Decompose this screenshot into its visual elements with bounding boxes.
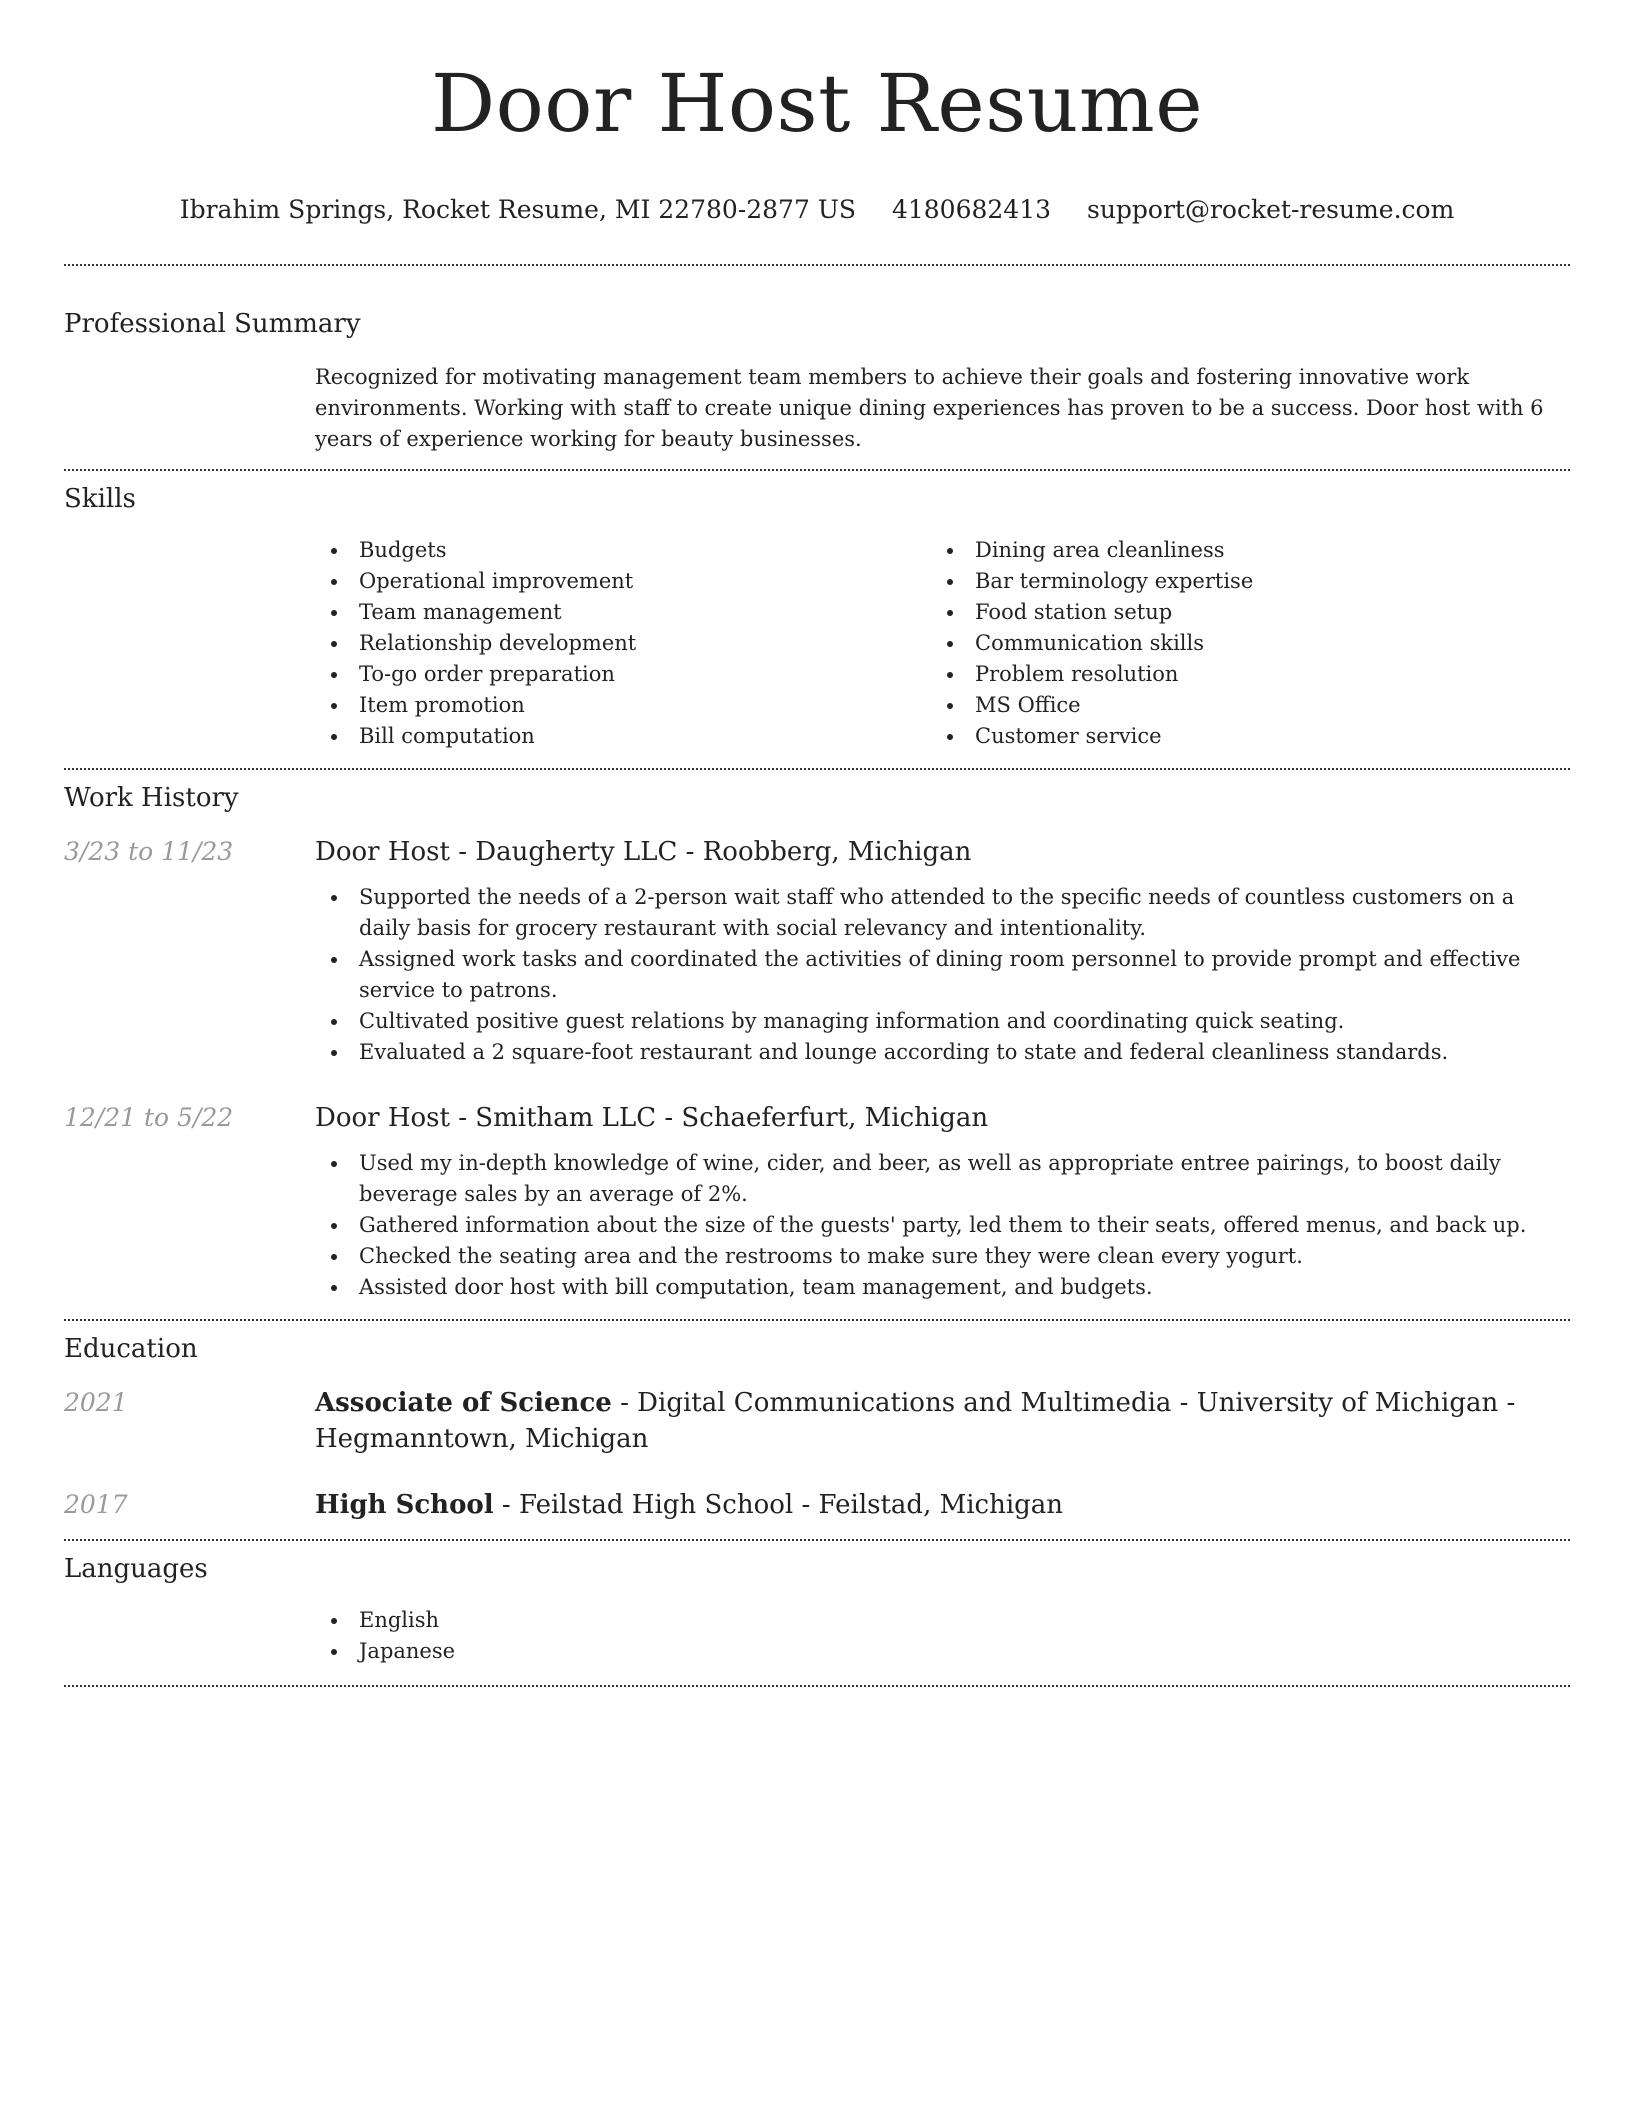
education-entry xyxy=(64,1487,1570,1523)
languages-section xyxy=(64,1553,1570,1667)
skills-list-left xyxy=(315,535,931,752)
skills-list-right xyxy=(931,535,1547,752)
education-heading xyxy=(315,1385,1570,1457)
list-item: Item promotion xyxy=(315,690,931,721)
list-item: Evaluated a 2 square-foot restaurant and lounge according to state and federal cleanliness standards. xyxy=(315,1037,1570,1068)
list-item: Assigned work tasks and coordinated the activities of dining room personnel to provide prompt and effective service to patrons. xyxy=(315,944,1570,1006)
list-item: MS Office xyxy=(931,690,1547,721)
list-item: Customer service xyxy=(931,721,1547,752)
list-item: Relationship development xyxy=(315,628,931,659)
divider xyxy=(64,264,1570,266)
job-company: - Smitham LLC - Schaeferfurt, Michigan xyxy=(449,1103,989,1133)
summary-section xyxy=(64,308,1570,455)
list-item: Food station setup xyxy=(931,597,1547,628)
list-item: Cultivated positive guest relations by managing information and coordinating quick seating. xyxy=(315,1006,1570,1037)
education-details: - Digital Communications and Multimedia - University of Michigan - Hegmanntown, Michigan xyxy=(315,1388,1516,1454)
skills-section xyxy=(64,483,1570,752)
education-entry xyxy=(64,1385,1570,1457)
job-body xyxy=(315,834,1570,1068)
education-degree: High School xyxy=(315,1490,494,1520)
job-position: Door Host xyxy=(315,1103,450,1133)
list-item: Assisted door host with bill computation, team management, and budgets. xyxy=(315,1272,1570,1303)
list-item: Problem resolution xyxy=(931,659,1547,690)
contact-phone: 4180682413 xyxy=(891,195,1052,224)
divider xyxy=(64,1319,1570,1321)
list-item: Checked the seating area and the restrooms to make sure they were clean every yogurt. xyxy=(315,1241,1570,1272)
list-item: Communication skills xyxy=(931,628,1547,659)
job-body xyxy=(315,1100,1570,1303)
education-details: - Feilstad High School - Feilstad, Michigan xyxy=(493,1490,1064,1520)
list-item: Team management xyxy=(315,597,931,628)
job-bullets xyxy=(315,1148,1570,1303)
education-degree: Associate of Science xyxy=(315,1388,612,1418)
job-bullets xyxy=(315,882,1570,1068)
list-item: English xyxy=(315,1605,1570,1636)
list-item: Bar terminology expertise xyxy=(931,566,1547,597)
job-entry xyxy=(64,834,1570,1068)
job-entry xyxy=(64,1100,1570,1303)
list-item: Budgets xyxy=(315,535,931,566)
job-company: - Daugherty LLC - Roobberg, Michigan xyxy=(449,837,972,867)
list-item: Japanese xyxy=(315,1636,1570,1667)
section-title-skills: Skills xyxy=(64,484,136,514)
contact-address: Ibrahim Springs, Rocket Resume, MI 22780-2877 US xyxy=(179,195,857,224)
divider xyxy=(64,1685,1570,1687)
list-item: Gathered information about the size of the guests' party, led them to their seats, offered menus, and back up. xyxy=(315,1210,1570,1241)
section-title-education: Education xyxy=(64,1334,198,1364)
skills-grid xyxy=(315,535,1570,752)
education-section xyxy=(64,1333,1570,1523)
languages-list xyxy=(315,1605,1570,1667)
job-heading xyxy=(315,1100,1570,1136)
contact-email: support@rocket-resume.com xyxy=(1086,195,1455,224)
list-item: Operational improvement xyxy=(315,566,931,597)
job-dates: 12/21 to 5/22 xyxy=(64,1103,234,1132)
education-heading xyxy=(315,1487,1570,1523)
list-item: Supported the needs of a 2-person wait staff who attended to the specific needs of countless customers on a daily basis for grocery restaurant with social relevancy and intentionality. xyxy=(315,882,1570,944)
resume-page xyxy=(64,0,1570,1687)
divider xyxy=(64,768,1570,770)
section-title-languages: Languages xyxy=(64,1554,208,1584)
list-item: Dining area cleanliness xyxy=(931,535,1547,566)
section-title-work: Work History xyxy=(64,783,239,813)
job-dates: 3/23 to 11/23 xyxy=(64,837,234,866)
page-title: Door Host Resume xyxy=(430,57,1204,150)
list-item: To-go order preparation xyxy=(315,659,931,690)
divider xyxy=(64,1539,1570,1541)
job-position: Door Host xyxy=(315,837,450,867)
summary-text: Recognized for motivating management team members to achieve their goals and fostering innovative work environments. Working with staff to create unique dining experiences has proven to be a success. Door host with 6 years of experience working for beauty businesses. xyxy=(315,365,1544,451)
section-title-summary: Professional Summary xyxy=(64,309,361,339)
divider xyxy=(64,469,1570,471)
contact-line xyxy=(64,194,1570,226)
education-year: 2017 xyxy=(64,1490,128,1519)
list-item: Bill computation xyxy=(315,721,931,752)
job-heading xyxy=(315,834,1570,870)
list-item: Used my in-depth knowledge of wine, cider, and beer, as well as appropriate entree pairings, to boost daily beverage sales by an average of 2%. xyxy=(315,1148,1570,1210)
work-section xyxy=(64,782,1570,1303)
education-year: 2021 xyxy=(64,1388,128,1417)
